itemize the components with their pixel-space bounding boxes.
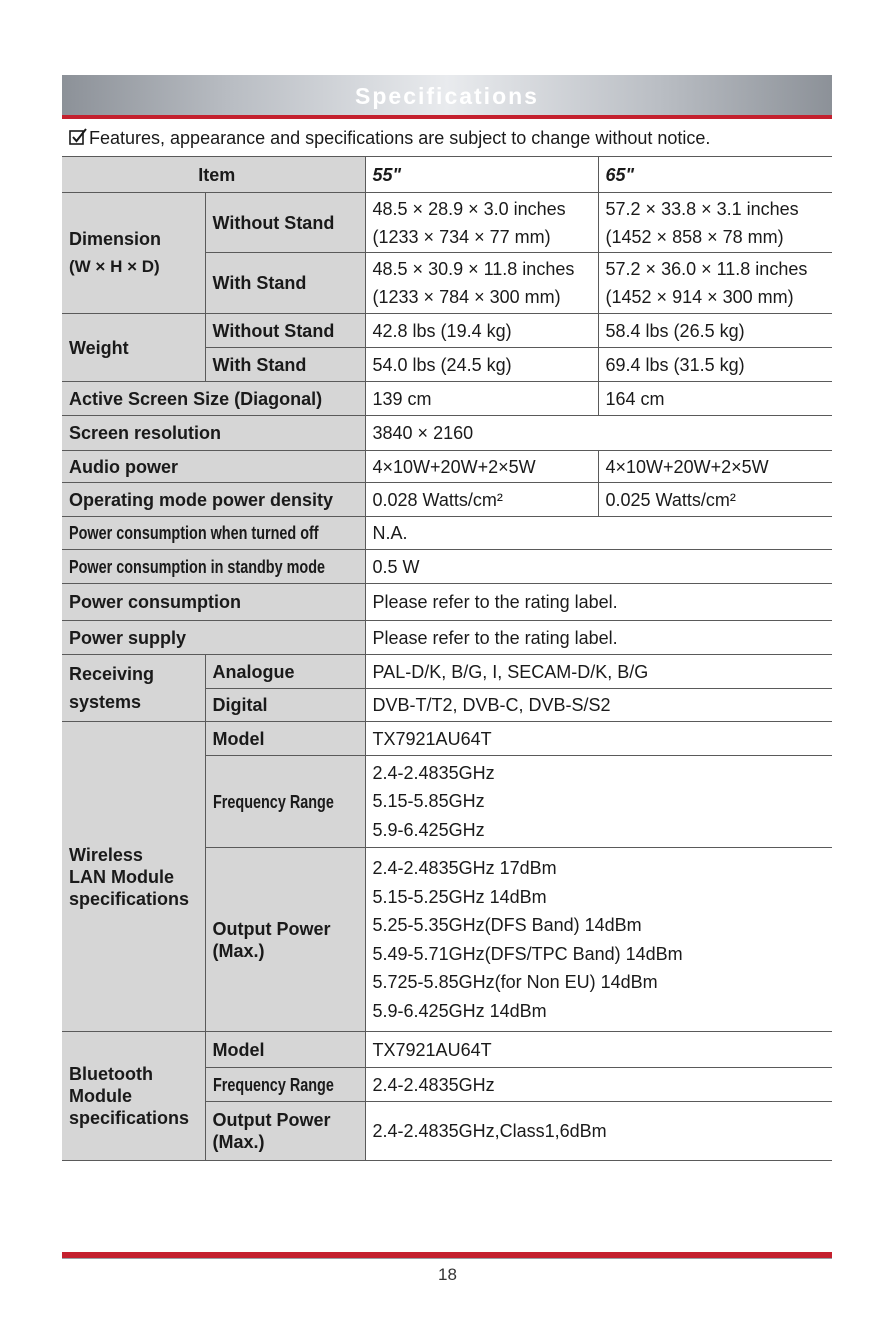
wlan-label: Wireless LAN Module specifications — [62, 722, 205, 1032]
analogue-value: PAL-D/K, B/G, I, SECAM-D/K, B/G — [365, 655, 832, 689]
notice-text: Features, appearance and specifications are subject to change without notice. — [89, 128, 711, 148]
dimension-with-stand-55: 48.5 × 30.9 × 11.8 inches (1233 × 784 × 300 mm) — [365, 253, 598, 314]
weight-with-stand-65: 69.4 lbs (31.5 kg) — [598, 348, 832, 382]
wlan-frequency-label: Frequency Range — [205, 756, 365, 848]
footer-rule-thin — [62, 1258, 832, 1259]
checkbox-icon — [69, 128, 89, 148]
weight-with-stand-55: 54.0 lbs (24.5 kg) — [365, 348, 598, 382]
power-off-value: N.A. — [365, 517, 832, 550]
bluetooth-output-label: Output Power (Max.) — [205, 1102, 365, 1161]
table-row — [62, 483, 832, 517]
digital-value: DVB-T/T2, DVB-C, DVB-S/S2 — [365, 689, 832, 722]
power-density-55: 0.028 Watts/cm² — [365, 483, 598, 517]
screen-size-55: 139 cm — [365, 382, 598, 416]
header-item: Item — [62, 157, 365, 193]
page-number: 18 — [438, 1265, 457, 1284]
power-density-label: Operating mode power density — [62, 483, 365, 517]
weight-without-stand-65: 58.4 lbs (26.5 kg) — [598, 314, 832, 348]
audio-55: 4×10W+20W+2×5W — [365, 451, 598, 483]
table-row — [62, 382, 832, 416]
dimension-without-stand-55: 48.5 × 28.9 × 3.0 inches (1233 × 734 × 77 mm) — [365, 193, 598, 253]
resolution-value: 3840 × 2160 — [365, 416, 832, 451]
spec-table — [62, 156, 832, 1161]
table-row — [62, 584, 832, 621]
power-supply-value: Please refer to the rating label. — [365, 621, 832, 655]
table-header-row — [62, 157, 832, 193]
title-underline — [62, 115, 832, 119]
wlan-output-label: Output Power (Max.) — [205, 848, 365, 1032]
table-row — [62, 451, 832, 483]
bluetooth-model-value: TX7921AU64T — [365, 1032, 832, 1068]
power-supply-label: Power supply — [62, 621, 365, 655]
table-row — [62, 517, 832, 550]
dimension-label: Dimension (W × H × D) — [62, 193, 205, 314]
wlan-model-label: Model — [205, 722, 365, 756]
dimension-with-stand-65: 57.2 × 36.0 × 11.8 inches (1452 × 914 × 300 mm) — [598, 253, 832, 314]
weight-without-stand-55: 42.8 lbs (19.4 kg) — [365, 314, 598, 348]
table-row — [62, 1032, 832, 1068]
weight-without-stand-label: Without Stand — [205, 314, 365, 348]
table-row — [62, 621, 832, 655]
wlan-frequency-values: 2.4-2.4835GHz 5.15-5.85GHz 5.9-6.425GHz — [365, 756, 832, 848]
header-55: 55" — [365, 157, 598, 193]
table-row — [62, 655, 832, 689]
screen-size-label: Active Screen Size (Diagonal) — [62, 382, 365, 416]
table-row — [62, 314, 832, 348]
weight-label: Weight — [62, 314, 205, 382]
table-row — [62, 416, 832, 451]
power-density-65: 0.025 Watts/cm² — [598, 483, 832, 517]
resolution-label: Screen resolution — [62, 416, 365, 451]
dimension-without-stand-label: Without Stand — [205, 193, 365, 253]
bluetooth-frequency-label: Frequency Range — [205, 1068, 365, 1102]
header-65: 65" — [598, 157, 832, 193]
power-off-label: Power consumption when turned off — [62, 517, 365, 550]
bluetooth-frequency-value: 2.4-2.4835GHz — [365, 1068, 832, 1102]
digital-label: Digital — [205, 689, 365, 722]
bluetooth-model-label: Model — [205, 1032, 365, 1068]
receiving-label: Receiving systems — [62, 655, 205, 722]
analogue-label: Analogue — [205, 655, 365, 689]
table-row — [62, 722, 832, 756]
wlan-model-value: TX7921AU64T — [365, 722, 832, 756]
dimension-with-stand-label: With Stand — [205, 253, 365, 314]
power-standby-value: 0.5 W — [365, 550, 832, 584]
screen-size-65: 164 cm — [598, 382, 832, 416]
table-row — [62, 193, 832, 253]
notice — [69, 128, 710, 149]
audio-65: 4×10W+20W+2×5W — [598, 451, 832, 483]
bluetooth-label: Bluetooth Module specifications — [62, 1032, 205, 1161]
dimension-without-stand-65: 57.2 × 33.8 × 3.1 inches (1452 × 858 × 78 mm) — [598, 193, 832, 253]
bluetooth-output-value: 2.4-2.4835GHz,Class1,6dBm — [365, 1102, 832, 1161]
audio-label: Audio power — [62, 451, 365, 483]
table-row — [62, 550, 832, 584]
power-consumption-value: Please refer to the rating label. — [365, 584, 832, 621]
power-consumption-label: Power consumption — [62, 584, 365, 621]
power-standby-label: Power consumption in standby mode — [62, 550, 365, 584]
wlan-output-values: 2.4-2.4835GHz 17dBm 5.15-5.25GHz 14dBm 5.25-5.35GHz(DFS Band) 14dBm 5.49-5.71GHz(DFS/TPC Band) 14dBm 5.725-5.85GHz(for Non EU) 14dBm 5.9-6.425GHz 14dBm — [365, 848, 832, 1032]
weight-with-stand-label: With Stand — [205, 348, 365, 382]
page-title: Specifications — [62, 75, 832, 115]
